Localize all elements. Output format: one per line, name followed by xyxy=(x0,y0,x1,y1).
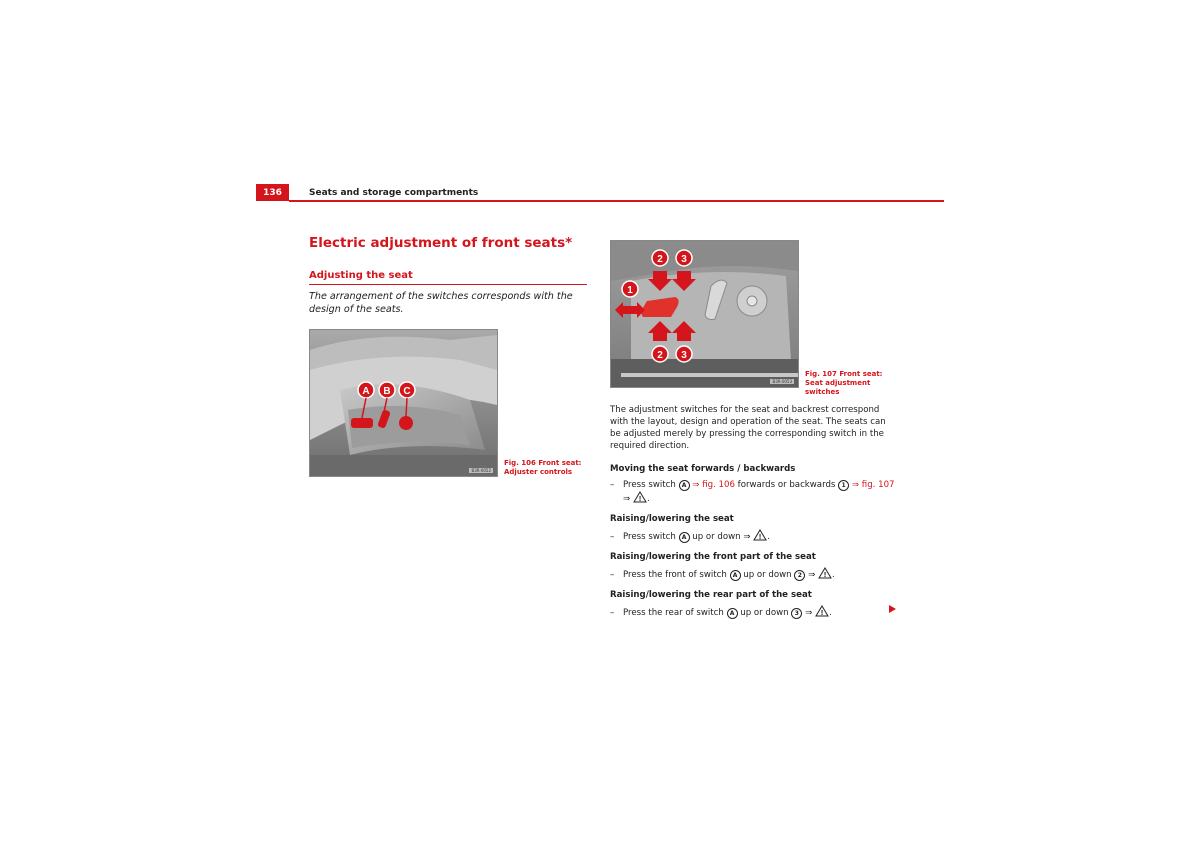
switch-c-shape xyxy=(399,416,413,430)
figure-code: B3R-0053 xyxy=(772,379,792,384)
warning-icon[interactable] xyxy=(815,605,829,617)
figure-106-image xyxy=(309,329,498,477)
number-marker: 3 xyxy=(791,608,802,619)
label-3-top: 3 xyxy=(681,254,687,265)
svg-text:!: ! xyxy=(638,496,642,503)
instruction-heading: Moving the seat forwards / backwards xyxy=(610,464,796,474)
figure-107-caption: Fig. 107 Front seat: Seat adjustment switches xyxy=(805,370,883,396)
switch-a-marker: A xyxy=(679,532,690,543)
number-marker: 1 xyxy=(838,480,849,491)
running-title: Seats and storage compartments xyxy=(309,188,479,198)
figure-106-caption: Fig. 106 Front seat: Adjuster controls xyxy=(504,459,582,476)
svg-text:!: ! xyxy=(823,572,827,579)
label-b: B xyxy=(383,386,391,397)
switch-a-marker: A xyxy=(727,608,738,619)
intro-text: The arrangement of the switches corresponds with the design of the seats. xyxy=(309,291,573,315)
switch-a-marker: A xyxy=(679,480,690,491)
svg-text:!: ! xyxy=(820,610,824,617)
instruction-heading: Raising/lowering the front part of the seat xyxy=(610,552,816,562)
instruction-item: – Press switch A up or down ⇒ ! . xyxy=(610,529,900,543)
instruction-item: – Press switch A ⇒ fig. 106 forwards or backwards 1 ⇒ fig. 107 ⇒ ! . xyxy=(610,480,895,504)
next-page-arrow-icon[interactable] xyxy=(889,605,896,613)
section-subtitle: Adjusting the seat xyxy=(309,270,413,281)
figure-107-image xyxy=(610,240,799,388)
label-1: 1 xyxy=(627,285,633,296)
instruction-item: – Press the front of switch A up or down 2 ⇒ ! . xyxy=(610,567,900,581)
switch-a-marker: A xyxy=(730,570,741,581)
label-2-top: 2 xyxy=(657,254,663,265)
warning-icon[interactable] xyxy=(633,491,647,503)
instruction-heading: Raising/lowering the seat xyxy=(610,514,734,524)
header-rule xyxy=(289,200,944,202)
number-marker: 2 xyxy=(794,570,805,581)
warning-icon[interactable] xyxy=(818,567,832,579)
warning-icon[interactable] xyxy=(753,529,767,541)
seat-controls-illustration xyxy=(310,330,497,476)
label-2-bottom: 2 xyxy=(657,350,663,361)
figure-link[interactable]: ⇒ fig. 107 xyxy=(851,480,895,490)
svg-text:!: ! xyxy=(759,534,762,541)
figure-code: B3R-0052 xyxy=(471,468,491,473)
subtitle-rule xyxy=(309,284,587,285)
switch-a-shape xyxy=(351,418,373,428)
seat-switches-illustration xyxy=(611,241,798,387)
instruction-item: – Press the rear of switch A up or down 3 ⇒ ! . xyxy=(610,605,900,619)
figure-link[interactable]: ⇒ fig. 106 xyxy=(692,480,735,490)
label-3-bottom: 3 xyxy=(681,350,687,361)
label-a: A xyxy=(362,386,370,397)
page-number: 136 xyxy=(256,184,289,201)
label-c: C xyxy=(403,386,411,397)
instruction-heading: Raising/lowering the rear part of the seat xyxy=(610,590,812,600)
section-title: Electric adjustment of front seats* xyxy=(309,235,573,251)
body-paragraph: The adjustment switches for the seat and backrest correspond with the layout, design and operation of the seat. The seats can be adjusted merely by pressing the corresponding switch in the required direction. xyxy=(610,405,886,451)
